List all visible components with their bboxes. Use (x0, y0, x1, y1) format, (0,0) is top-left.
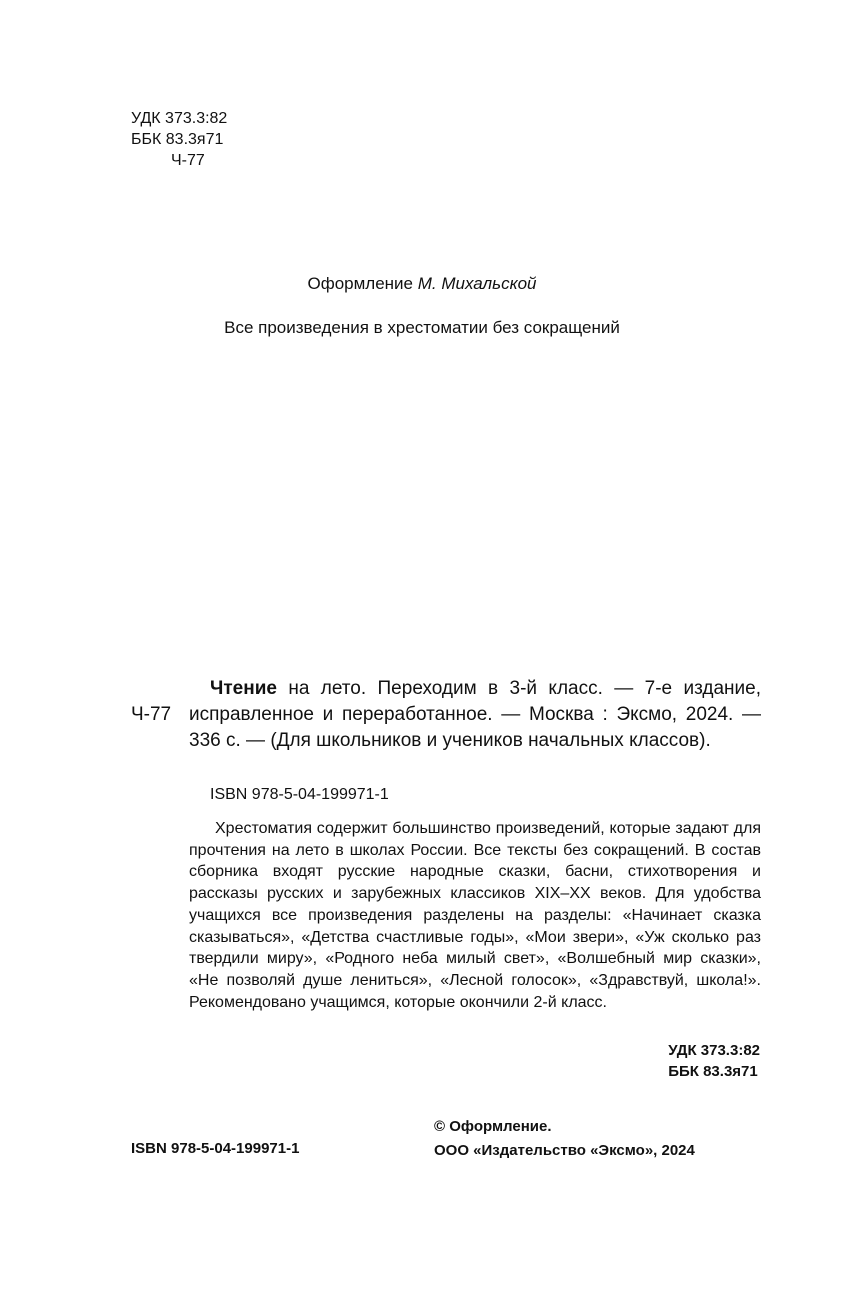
bibliographic-author-mark: Ч-77 (131, 704, 172, 725)
copyright-line-1: © Оформление. (434, 1118, 552, 1135)
annotation (189, 818, 761, 1013)
isbn-inline: ISBN 978-5-04-199971-1 (210, 786, 389, 803)
design-credit (0, 272, 844, 296)
bibliographic-description: на лето. Переходим в 3-й класс. — 7-е издание, исправленное и переработанное. — Москва : Эксмо, 2024. — 336 с. — (Для школьников и учеников начальных классов). (189, 678, 761, 751)
author-mark-code: Ч-77 (171, 152, 205, 169)
bbk-code-bottom: ББК 83.3я71 (668, 1063, 758, 1080)
bbk-code: ББК 83.3я71 (131, 131, 224, 148)
book-title-word: Чтение (210, 678, 277, 699)
classification-codes (131, 108, 227, 171)
unabridged-note: Все произведения в хрестоматии без сокращений (224, 318, 620, 337)
design-label: Оформление (307, 274, 414, 293)
isbn-bottom: ISBN 978-5-04-199971-1 (131, 1140, 300, 1157)
udk-code-bottom: УДК 373.3:82 (668, 1042, 760, 1059)
annotation-text: Хрестоматия содержит большинство произведений, которые задают для прочтения на лето в школах России. Все тексты без сокращений. В состав сборника входят русские народные сказки, басни, стихотворения и рассказы русских и зарубежных классиков XIX–XX веков. Для удобства учащихся все произведения разделены на разделы: «Начинает сказка сказываться», «Детства счастливые годы», «Мои звери», «Уж сколько раз твердили миру», «Родного неба милый свет», «Волшебный мир сказки», «Не позволяй душе лениться», «Лесной голосок», «Здравствуй, школа!». Рекомендовано учащимся, которые окончили 2-й класс. (189, 820, 761, 1011)
copyright-notice (434, 1115, 695, 1163)
udk-code: УДК 373.3:82 (131, 110, 228, 127)
bibliographic-record (189, 676, 761, 754)
copyright-line-2: ООО «Издательство «Эксмо», 2024 (434, 1142, 695, 1159)
designer-name: М. Михальской (417, 274, 537, 293)
classification-codes-bottom (668, 1040, 760, 1082)
